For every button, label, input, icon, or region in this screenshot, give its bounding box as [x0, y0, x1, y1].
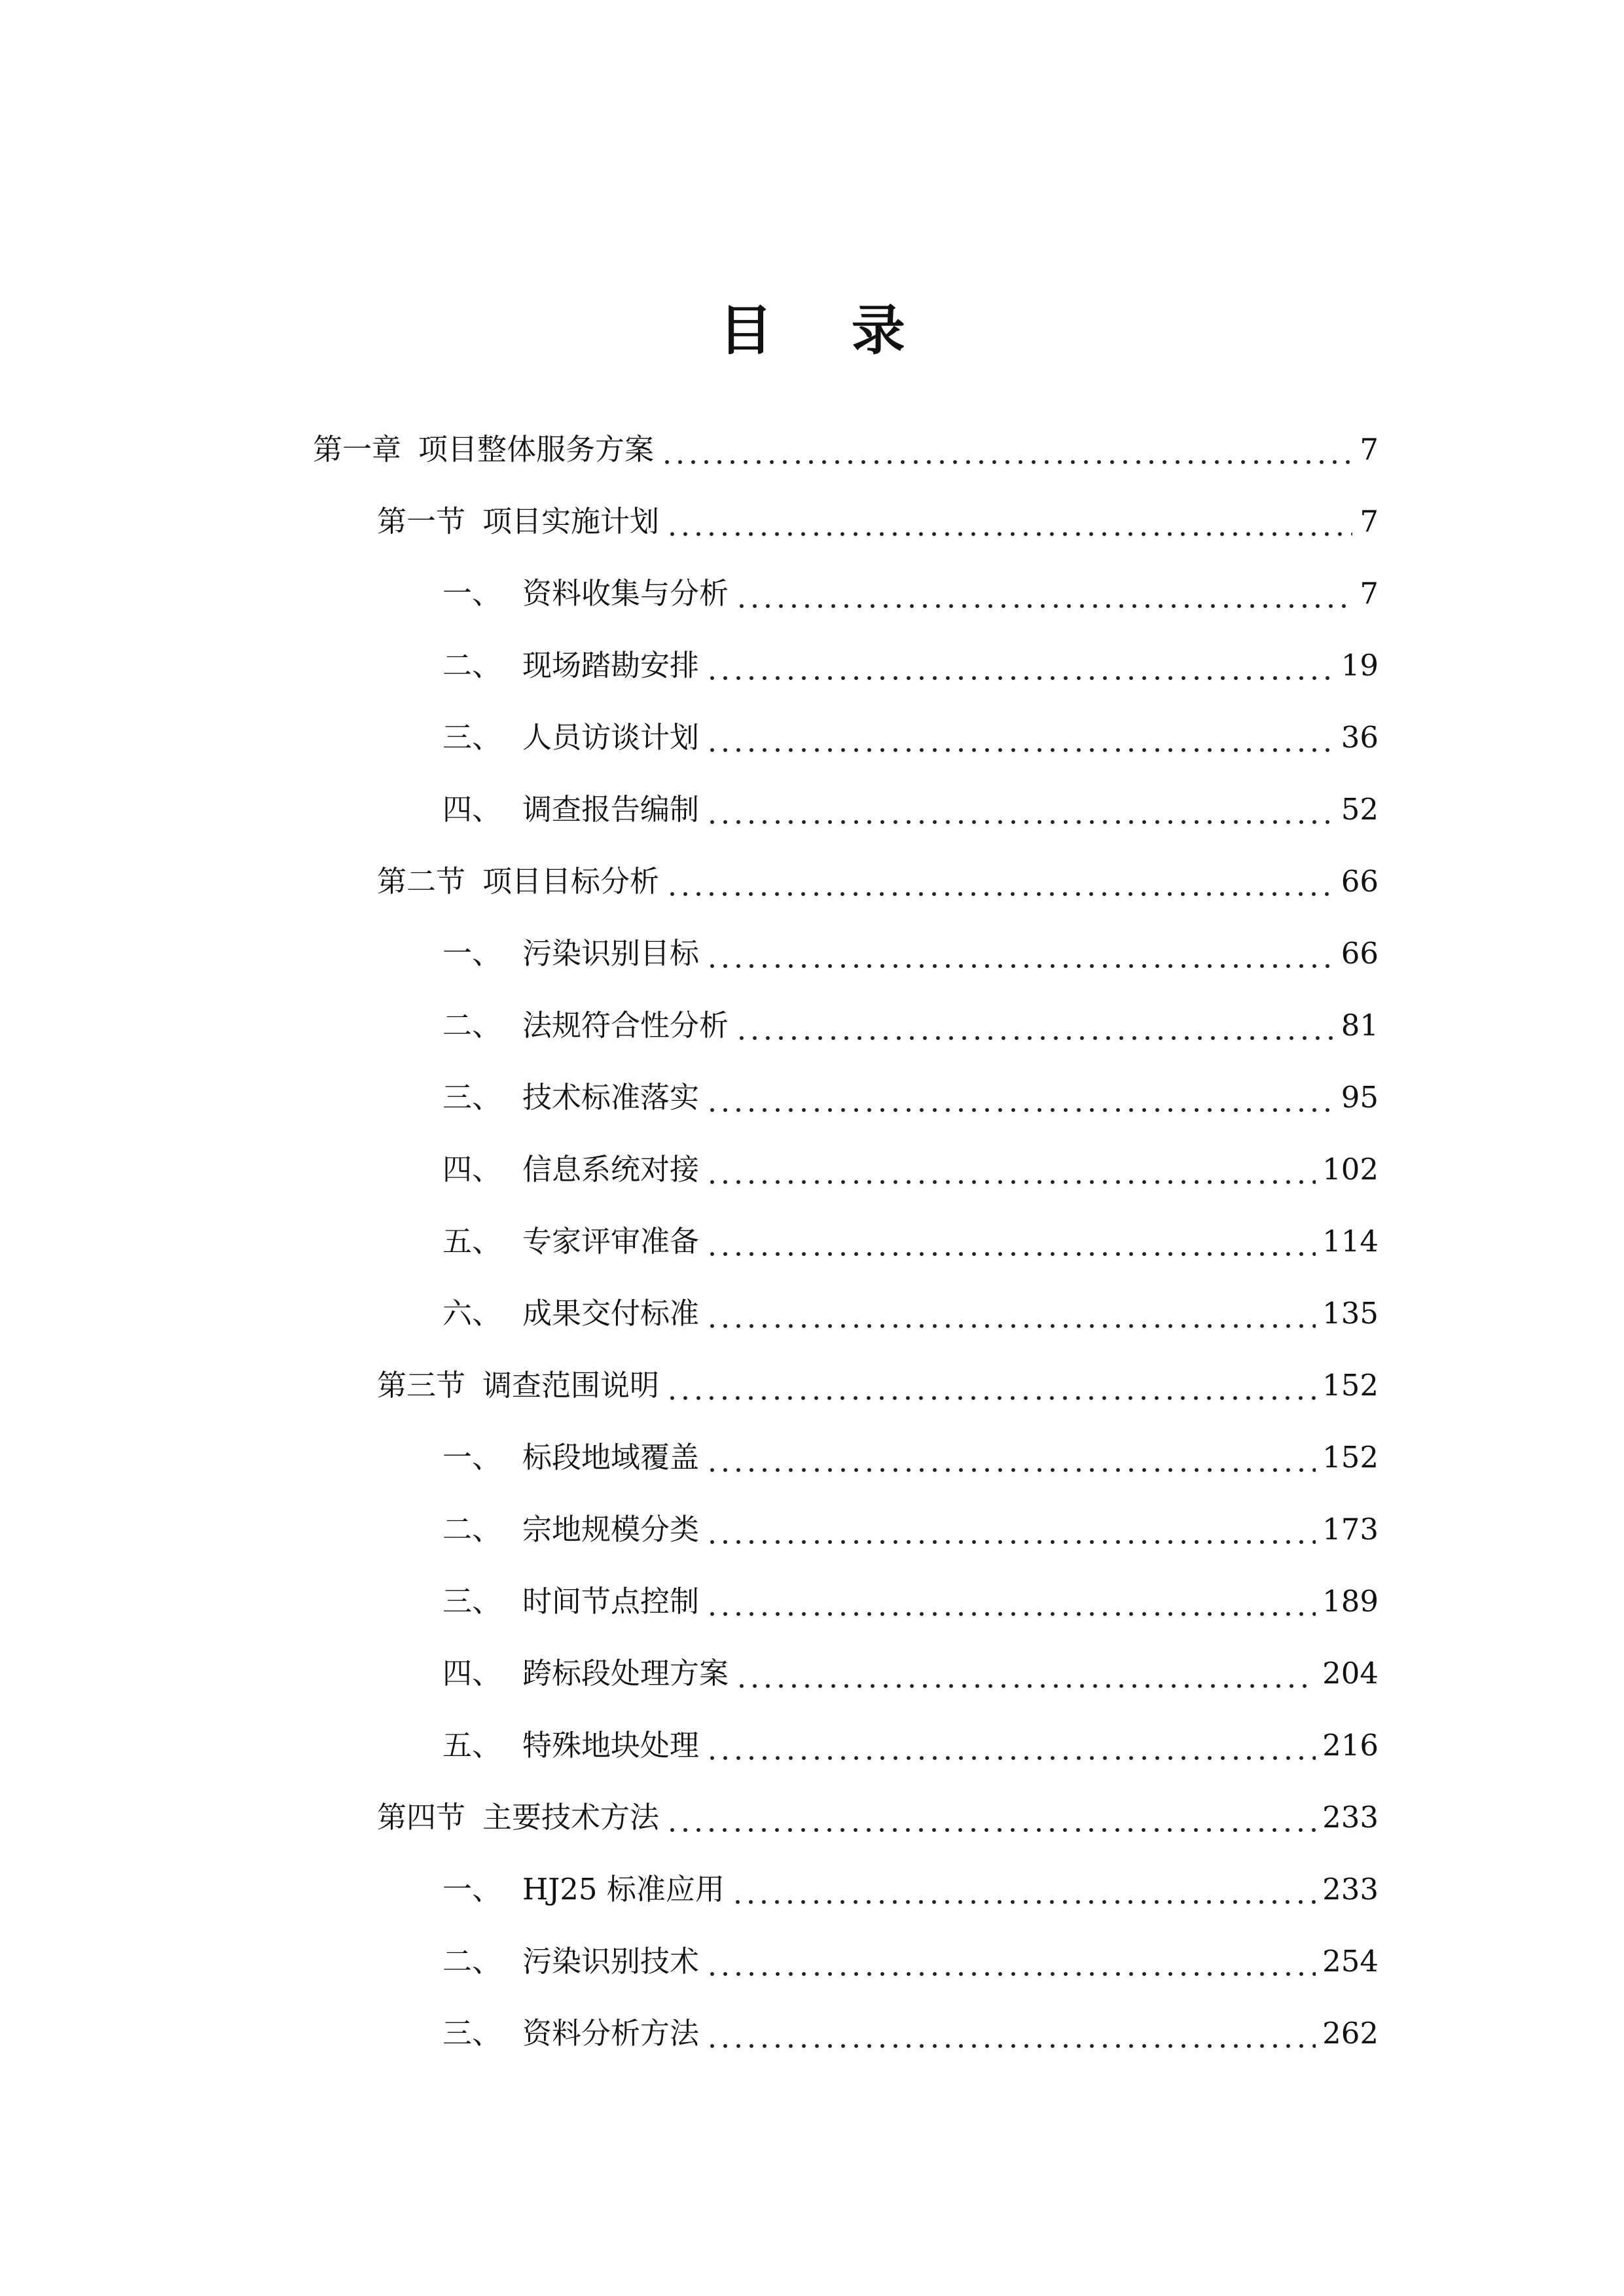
dot-leader [706, 1939, 1316, 1984]
toc-entry-page-number: 173 [1322, 1512, 1379, 1547]
toc-entry-number: 五、 [442, 1224, 502, 1259]
toc-entry-page-number: 36 [1341, 720, 1379, 755]
toc-entry-label: 资料收集与分析 [522, 576, 729, 611]
dot-leader [660, 427, 1352, 473]
toc-entry-label: 项目目标分析 [482, 864, 660, 899]
toc-entry-number: 四、 [442, 1152, 502, 1187]
toc-entry[interactable] [377, 859, 1379, 905]
toc-entry-number: 一、 [442, 576, 502, 611]
dot-leader [666, 499, 1352, 545]
dot-leader [706, 1219, 1316, 1265]
toc-entry-label: 技术标准落实 [522, 1080, 700, 1115]
toc-entry-label: 主要技术方法 [482, 1800, 660, 1835]
toc-entry-number: 一、 [442, 1872, 502, 1907]
dot-leader [706, 787, 1335, 833]
toc-entry[interactable] [442, 1723, 1379, 1768]
toc-entry[interactable] [377, 1363, 1379, 1408]
toc-entry-number: 四、 [442, 792, 502, 827]
toc-entry-number: 第一章 [313, 432, 402, 467]
toc-entry[interactable] [442, 1651, 1379, 1696]
toc-entry[interactable] [442, 2011, 1379, 2056]
toc-entry-page-number: 152 [1322, 1368, 1379, 1403]
toc-entry-number: 三、 [442, 2016, 502, 2051]
toc-entry-page-number: 233 [1322, 1872, 1379, 1907]
dot-leader [666, 1795, 1316, 1840]
toc-entry-label: 资料分析方法 [522, 2016, 700, 2051]
toc-entry[interactable] [442, 787, 1379, 833]
toc-entry[interactable] [442, 1939, 1379, 1984]
toc-entry-number: 三、 [442, 1080, 502, 1115]
toc-entry-label: HJ25 标准应用 [522, 1872, 725, 1907]
dot-leader [706, 1075, 1335, 1121]
toc-entry-number: 二、 [442, 1512, 502, 1547]
toc-entry-label: 标段地域覆盖 [522, 1440, 700, 1475]
toc-entry[interactable] [442, 1507, 1379, 1552]
toc-entry-page-number: 7 [1360, 504, 1379, 539]
toc-entry-label: 污染识别目标 [522, 936, 700, 971]
toc-entry-number: 二、 [442, 1008, 502, 1043]
toc-entry[interactable] [377, 1795, 1379, 1840]
dot-leader [666, 1363, 1316, 1408]
toc-entry-label: 项目实施计划 [482, 504, 660, 539]
toc-entry-number: 五、 [442, 1728, 502, 1763]
toc-entry[interactable] [377, 499, 1379, 545]
toc-entry-label: 宗地规模分类 [522, 1512, 700, 1547]
toc-entry[interactable] [442, 1219, 1379, 1265]
toc-entry[interactable] [442, 1867, 1379, 1912]
dot-leader [706, 1579, 1316, 1624]
toc-entry-label: 时间节点控制 [522, 1584, 700, 1619]
toc-entry-number: 四、 [442, 1656, 502, 1691]
toc-entry[interactable] [442, 1291, 1379, 1336]
toc-entry-page-number: 66 [1341, 864, 1379, 899]
toc-entry-number: 二、 [442, 1944, 502, 1979]
toc-entry[interactable] [442, 571, 1379, 617]
toc-entry[interactable] [442, 1075, 1379, 1121]
toc-entry-label: 信息系统对接 [522, 1152, 700, 1187]
dot-leader [706, 1723, 1316, 1768]
toc-entry-page-number: 19 [1341, 648, 1379, 683]
toc-entry-label: 调查报告编制 [522, 792, 700, 827]
dot-leader [706, 2011, 1316, 2056]
dot-leader [735, 1651, 1316, 1696]
toc-entry-label: 污染识别技术 [522, 1944, 700, 1979]
dot-leader [706, 1291, 1316, 1336]
toc-entry-number: 一、 [442, 1440, 502, 1475]
toc-entry-page-number: 52 [1341, 792, 1379, 827]
dot-leader [706, 931, 1335, 977]
toc-entry[interactable] [313, 427, 1379, 473]
dot-leader [731, 1867, 1316, 1912]
toc-entry-number: 一、 [442, 936, 502, 971]
toc-entry-page-number: 95 [1341, 1080, 1379, 1115]
dot-leader [706, 1147, 1316, 1193]
toc-entry-page-number: 7 [1360, 432, 1379, 467]
toc-entry-label: 调查范围说明 [482, 1368, 660, 1403]
toc-entry-label: 人员访谈计划 [522, 720, 700, 755]
toc-entry-number: 二、 [442, 648, 502, 683]
dot-leader [666, 859, 1335, 905]
toc-entry[interactable] [442, 715, 1379, 761]
toc-entry[interactable] [442, 1579, 1379, 1624]
toc-entry-number: 三、 [442, 720, 502, 755]
toc-entry[interactable] [442, 1003, 1379, 1049]
toc-entry[interactable] [442, 1147, 1379, 1193]
toc-entry-number: 第四节 [377, 1800, 466, 1835]
toc-entry-page-number: 189 [1322, 1584, 1379, 1619]
toc-entry-page-number: 114 [1322, 1224, 1379, 1259]
toc-entry-page-number: 7 [1360, 576, 1379, 611]
toc-entry-page-number: 102 [1322, 1152, 1379, 1187]
toc-entry-page-number: 152 [1322, 1440, 1379, 1475]
toc-entry-page-number: 262 [1322, 2016, 1379, 2051]
toc-entry-label: 跨标段处理方案 [522, 1656, 729, 1691]
dot-leader [706, 1435, 1316, 1480]
toc-entry[interactable] [442, 931, 1379, 977]
toc-entry-number: 第二节 [377, 864, 466, 899]
toc-entry-page-number: 254 [1322, 1944, 1379, 1979]
toc-entry-number: 三、 [442, 1584, 502, 1619]
dot-leader [706, 715, 1335, 761]
toc-entry-page-number: 233 [1322, 1800, 1379, 1835]
toc-entry-page-number: 66 [1341, 936, 1379, 971]
dot-leader [706, 1507, 1316, 1552]
toc-entry-label: 法规符合性分析 [522, 1008, 729, 1043]
toc-entry-label: 成果交付标准 [522, 1296, 700, 1331]
dot-leader [706, 643, 1335, 689]
page-title: 目 录 [719, 300, 935, 362]
toc-entry-number: 第三节 [377, 1368, 466, 1403]
toc-entry-label: 现场踏勘安排 [522, 648, 700, 683]
toc-entry[interactable] [442, 1435, 1379, 1480]
toc-entry-number: 六、 [442, 1296, 502, 1331]
toc-entry-label: 项目整体服务方案 [418, 432, 655, 467]
toc-entry-page-number: 135 [1322, 1296, 1379, 1331]
toc-entry-number: 第一节 [377, 504, 466, 539]
dot-leader [735, 1003, 1335, 1049]
toc-entry-label: 特殊地块处理 [522, 1728, 700, 1763]
toc-entry-page-number: 81 [1341, 1008, 1379, 1043]
dot-leader [735, 571, 1352, 617]
toc-entry-page-number: 204 [1322, 1656, 1379, 1691]
toc-entry-page-number: 216 [1322, 1728, 1379, 1763]
toc-entry-label: 专家评审准备 [522, 1224, 700, 1259]
toc-entry[interactable] [442, 643, 1379, 689]
